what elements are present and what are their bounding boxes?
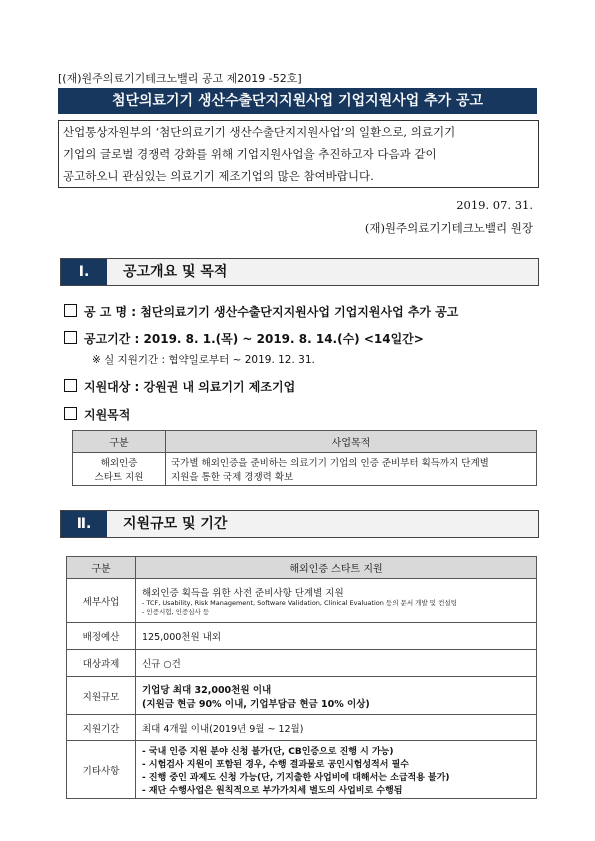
- table-header: 사업목적: [166, 431, 537, 453]
- other-notes: - 국내 인증 지원 분야 신청 불가(단, CB인증으로 진행 시 가능) - 시험검사 지원이 포함된 경우, 수행 결과물로 공인시험성적서 필수 - 진행 중인 과제도 신청 가능(단, 기지출한 사업비에 대해서는 소급적용 불가) - 재단 수행사업은 원칙적으로 부가가치세 별도의 사업비로 수행됨: [136, 741, 537, 799]
- budget-label: 배정예산: [67, 623, 136, 650]
- intro-box: [58, 120, 539, 188]
- table-header: 해외인증 스타트 지원: [136, 557, 537, 579]
- intro-line: 공고하오니 관심있는 의료기기 제조기업의 많은 참여바랍니다.: [63, 169, 374, 183]
- section-2-number: Ⅱ.: [61, 511, 107, 537]
- intro-line: 산업통상자원부의 ‘첨단의료기기 생산수출단지지원사업’의 일환으로, 의료기기: [63, 125, 456, 139]
- checkbox-square-icon: [64, 379, 77, 392]
- support-purpose-item: 지원목적: [64, 406, 130, 423]
- section-2-header: [60, 510, 539, 538]
- purpose-row-text: 국가별 해외인증을 준비하는 의료기기 기업의 인증 준비부터 획득까지 단계별 지원을 통한 국제 경쟁력 확보: [166, 453, 537, 486]
- support-target-item: 지원대상 : 강원권 내 의료기기 제조기업: [64, 378, 295, 395]
- scale-label: 지원규모: [67, 677, 136, 715]
- notice-period-item: 공고기간 : 2019. 8. 1.(목) ~ 2019. 8. 14.(수) <14일간>: [64, 330, 424, 347]
- purpose-table: [72, 430, 537, 486]
- issuer: (재)원주의료기기테크노밸리 원장: [364, 221, 533, 235]
- intro-line: 기업의 글로벌 경쟁력 강화를 위해 기업지원사업을 추진하고자 다음과 같이: [63, 147, 437, 161]
- section-1-header: [60, 258, 539, 286]
- target-label: 대상과제: [67, 650, 136, 677]
- target-value: 신규 ○건: [136, 650, 537, 677]
- section-1-title: 공고개요 및 목적: [123, 264, 228, 280]
- period-label: 지원기간: [67, 715, 136, 741]
- period-value: 최대 4개월 이내(2019년 9월 ~ 12월): [136, 715, 537, 741]
- table-header: 구분: [67, 557, 136, 579]
- table-header: 구분: [73, 431, 166, 453]
- notice-date: 2019. 07. 31.: [456, 198, 533, 212]
- detail-cell: 해외인증 획득을 위한 사전 준비사항 단계별 지원 - TCF, Usability, Risk Management, Software Validation, Clinical Evaluation 등의 문서 개발 및 컨설팅 - 인증시험, 인증심사 등: [136, 579, 537, 623]
- section-1-number: Ⅰ.: [61, 259, 107, 285]
- page-title: 첨단의료기기 생산수출단지지원사업 기업지원사업 추가 공고: [58, 88, 537, 114]
- purpose-row-label: 해외인증 스타트 지원: [73, 453, 166, 486]
- actual-period-note: ※ 실 지원기간 : 협약일로부터 ~ 2019. 12. 31.: [92, 354, 315, 366]
- checkbox-square-icon: [64, 304, 77, 317]
- support-scale-table: [66, 556, 537, 799]
- budget-value: 125,000천원 내외: [136, 623, 537, 650]
- other-label: 기타사항: [67, 741, 136, 799]
- checkbox-square-icon: [64, 407, 77, 420]
- detail-label: 세부사업: [67, 579, 136, 623]
- checkbox-square-icon: [64, 331, 77, 344]
- section-2-title: 지원규모 및 기간: [123, 516, 228, 532]
- scale-value: 기업당 최대 32,000천원 이내 (지원금 현금 90% 이내, 기업부담금 현금 10% 이상): [136, 677, 537, 715]
- notice-name-item: 공 고 명 : 첨단의료기기 생산수출단지지원사업 기업지원사업 추가 공고: [64, 303, 458, 320]
- notice-number: [(재)원주의료기기테크노밸리 공고 제2019 -52호]: [58, 72, 302, 85]
